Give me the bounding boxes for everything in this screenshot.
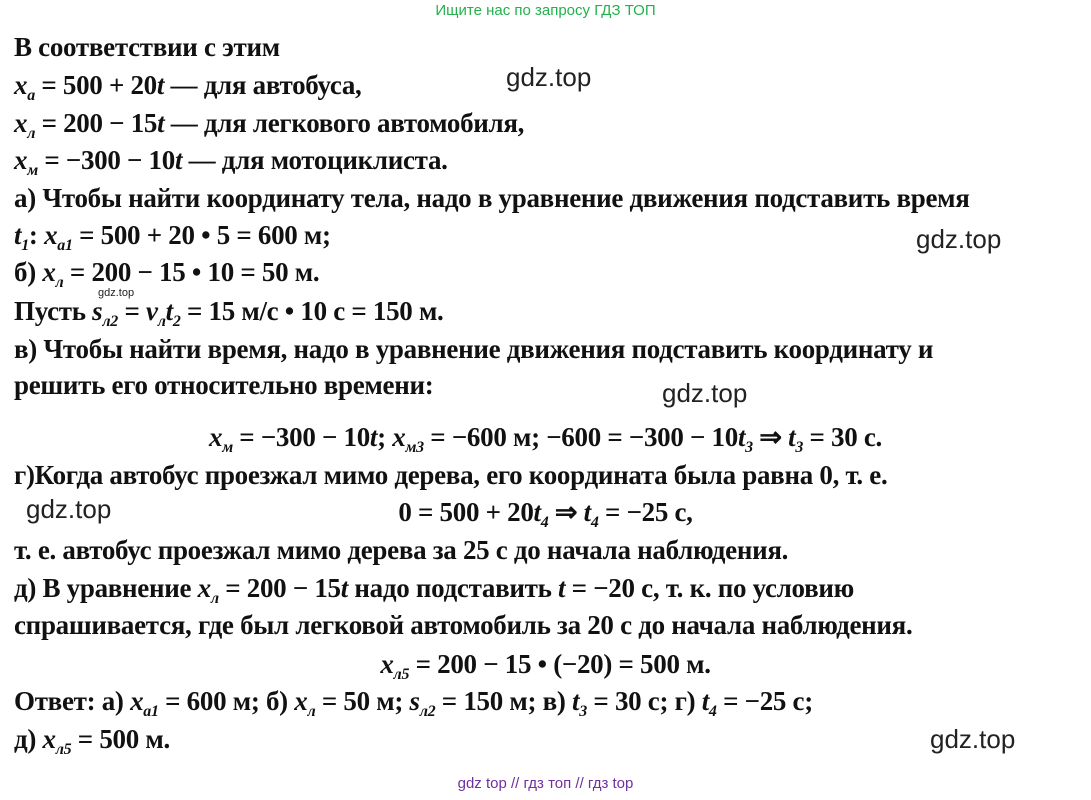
var-t: t (701, 686, 709, 716)
text: — для автобуса, (164, 70, 362, 100)
subscript: л (27, 125, 36, 142)
subscript: 4 (708, 703, 717, 720)
text: = 200 − 15 • (−20) = 500 м. (409, 649, 711, 679)
var-s: s (409, 686, 420, 716)
var-t: t (340, 573, 348, 603)
var-s: s (92, 296, 103, 326)
watermark: gdz.top (916, 224, 1002, 254)
subscript: м3 (405, 439, 424, 456)
subscript: a1 (57, 237, 73, 254)
var-x: x (130, 686, 144, 716)
doc-line-19 (14, 724, 170, 758)
text: = 15 м/с • 10 с = 150 м. (180, 296, 444, 326)
text: ⇒ (752, 422, 789, 452)
text: — для легкового автомобиля, (164, 108, 525, 138)
subscript: л2 (419, 703, 436, 720)
subscript: 1 (21, 237, 29, 254)
text: = 200 − 15 (218, 573, 341, 603)
var-v: v (146, 296, 158, 326)
var-x: x (42, 257, 56, 287)
doc-line-2 (14, 70, 362, 104)
var-t: t (165, 296, 173, 326)
text: ⇒ (548, 497, 584, 527)
doc-line-4 (14, 145, 448, 179)
var-x: x (294, 686, 308, 716)
text: = 200 − 15 • 10 = 50 м. (63, 257, 320, 287)
var-x: x (197, 573, 211, 603)
bottom-banner[interactable]: gdz top // гдз топ // гдз top (457, 775, 634, 792)
text: д) В уравнение (14, 573, 198, 603)
var-x: x (44, 220, 58, 250)
doc-line-3 (14, 108, 525, 142)
text: = 50 м; (315, 686, 410, 716)
text: = 30 с; г) (586, 686, 702, 716)
subscript: м (222, 439, 233, 456)
text: Пусть (14, 296, 93, 326)
watermark: gdz.top (98, 287, 135, 299)
var-t: t (157, 108, 165, 138)
var-x: x (208, 422, 223, 452)
var-x: x (14, 145, 28, 175)
watermark: gdz.top (506, 62, 592, 92)
doc-line-12: г)Когда автобус проезжал мимо дерева, его координата была равна 0, т. е. (14, 460, 888, 490)
doc-line-5: а) Чтобы найти координату тела, надо в уравнение движения подставить время (14, 183, 970, 213)
watermark: gdz.top (930, 724, 1016, 754)
subscript: м (27, 162, 38, 179)
text: 0 = 500 + 20 (398, 497, 534, 527)
var-x: x (14, 70, 28, 100)
text: = 600 м; б) (158, 686, 295, 716)
doc-line-9: в) Чтобы найти время, надо в уравнение движения подставить координату и (14, 334, 934, 364)
subscript: a1 (143, 703, 159, 720)
text: ; (377, 422, 393, 452)
doc-line-17 (0, 649, 1091, 683)
doc-line-18 (14, 686, 813, 720)
text: = 500 + 20 • 5 = 600 м; (72, 220, 331, 250)
doc-line-6 (14, 220, 331, 254)
var-t: t (737, 422, 746, 452)
var-t: t (14, 220, 22, 250)
text: Ответ: а) (14, 686, 131, 716)
var-t: t (788, 422, 796, 452)
doc-line-15 (14, 573, 854, 607)
var-t: t (533, 497, 541, 527)
var-x: x (14, 108, 28, 138)
text: = 500 м. (71, 724, 170, 754)
subscript: л (307, 703, 316, 720)
var-t: t (572, 686, 580, 716)
doc-line-14: т. е. автобус проезжал мимо дерева за 25 с до начала наблюдения. (14, 535, 789, 565)
subscript: 3 (579, 703, 587, 720)
text: = 500 + 20 (34, 70, 157, 100)
doc-line-7 (14, 257, 320, 291)
var-t: t (369, 422, 378, 452)
subscript: л5 (55, 741, 72, 758)
var-t: t (174, 145, 183, 175)
top-banner[interactable]: Ищите нас по запросу ГДЗ ТОП (435, 2, 656, 19)
var-x: x (380, 649, 394, 679)
subscript: л (55, 274, 64, 291)
text: = 150 м; в) (435, 686, 573, 716)
subscript: л (157, 313, 166, 330)
text: = −25 с, (598, 497, 693, 527)
subscript: 3 (795, 439, 804, 456)
doc-line-8 (14, 296, 444, 330)
var-x: x (42, 724, 56, 754)
text: = 30 с. (803, 422, 882, 452)
var-t: t (156, 70, 165, 100)
subscript: л2 (102, 313, 118, 330)
doc-line-1: В соответствии с этим (14, 32, 280, 62)
text: = −300 − 10 (232, 422, 370, 452)
var-t: t (558, 573, 566, 603)
text: = −600 м; −600 = −300 − 10 (423, 422, 738, 452)
text: надо подставить (347, 573, 559, 603)
text: = (118, 296, 146, 326)
text: : (28, 220, 45, 250)
subscript: л (210, 590, 219, 607)
var-x: x (392, 422, 406, 452)
var-t: t (583, 497, 591, 527)
subscript: 4 (540, 514, 549, 531)
text: — для мотоциклиста. (182, 145, 448, 175)
subscript: 4 (590, 514, 599, 531)
subscript: 3 (745, 439, 753, 456)
text: = −20 с, т. к. по условию (565, 573, 854, 603)
text: д) (14, 724, 43, 754)
watermark: gdz.top (26, 494, 112, 524)
text: = −25 с; (716, 686, 813, 716)
doc-line-16: спрашивается, где был легковой автомобиль за 20 с до начала наблюдения. (14, 610, 913, 640)
subscript: а (27, 87, 35, 104)
doc-line-11 (0, 422, 1091, 456)
text: б) (14, 257, 43, 287)
text: = −300 − 10 (37, 145, 175, 175)
text: = 200 − 15 (35, 108, 158, 138)
doc-line-13 (0, 497, 1091, 531)
doc-line-10: решить его относительно времени: (14, 370, 434, 400)
subscript: л5 (393, 666, 410, 683)
watermark: gdz.top (662, 378, 748, 408)
subscript: 2 (172, 313, 181, 330)
